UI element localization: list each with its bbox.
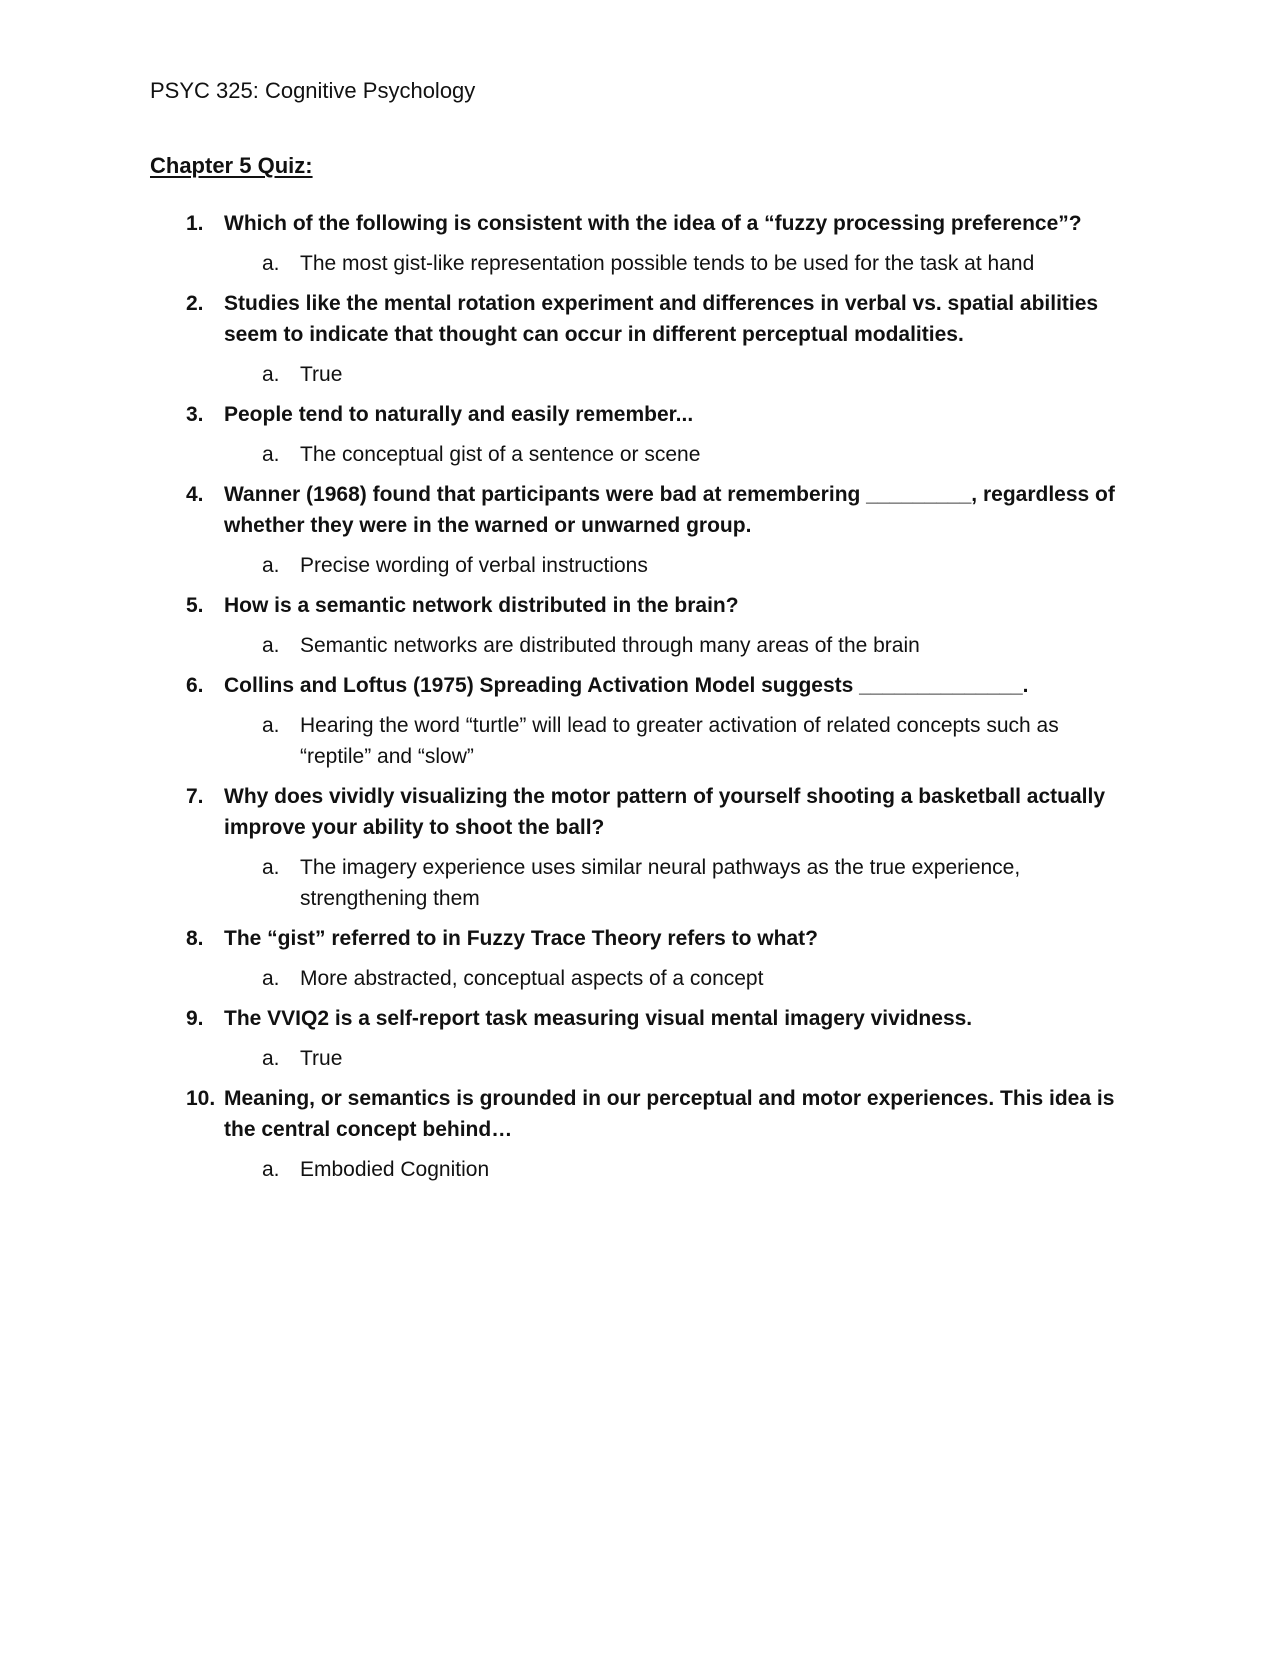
answer-text: The conceptual gist of a sentence or scene [300,443,701,466]
answer-letter: a. [262,252,280,275]
question-number: 10. [186,1087,216,1110]
answer-text: Semantic networks are distributed through many areas of the brain [300,634,920,657]
answer-item [262,1043,1126,1083]
answer-letter: a. [262,443,280,466]
question-text: The “gist” referred to in Fuzzy Trace Theory refers to what? [224,927,818,950]
question-number: 3. [186,403,204,426]
question-text: How is a semantic network distributed in the brain? [224,594,739,617]
answer-text: True [300,1047,343,1070]
answer-letter: a. [262,967,280,990]
question-item [186,479,1126,590]
answer-letter: a. [262,634,280,657]
question-number: 7. [186,785,204,808]
question-item [186,590,1126,670]
answer-text: True [300,363,343,386]
question-item [186,923,1126,1003]
quiz-title: Chapter 5 Quiz: [150,153,313,178]
answer-item [262,852,1126,923]
answer-item [262,248,1126,288]
answer-letter: a. [262,714,280,737]
question-text: People tend to naturally and easily remember... [224,403,694,426]
question-text: Collins and Loftus (1975) Spreading Activation Model suggests ______________. [224,674,1029,697]
question-number: 1. [186,212,204,235]
answer-text: The imagery experience uses similar neural pathways as the true experience, strengthening them [300,856,1021,910]
answer-item [262,710,1126,781]
answer-letter: a. [262,1047,280,1070]
question-item [186,399,1126,479]
question-text: Meaning, or semantics is grounded in our perceptual and motor experiences. This idea is the central concept behind… [224,1087,1121,1141]
question-number: 5. [186,594,204,617]
answer-text: More abstracted, conceptual aspects of a concept [300,967,764,990]
answer-text: Precise wording of verbal instructions [300,554,648,577]
question-item [186,288,1126,399]
question-number: 4. [186,483,204,506]
answer-item [262,359,1126,399]
answer-item [262,630,1126,670]
question-number: 8. [186,927,204,950]
question-item [186,1003,1126,1083]
answer-item [262,439,1126,479]
question-text: Which of the following is consistent with the idea of a “fuzzy processing preference”? [224,212,1082,235]
answer-item [262,1154,1126,1194]
course-header: PSYC 325: Cognitive Psychology [150,78,476,103]
answer-letter: a. [262,856,280,879]
answer-text: Embodied Cognition [300,1158,490,1181]
answer-text: Hearing the word “turtle” will lead to greater activation of related concepts such as “reptile” and “slow” [300,714,1059,768]
answer-letter: a. [262,363,280,386]
answer-letter: a. [262,554,280,577]
question-item [186,781,1126,923]
answer-text: The most gist-like representation possible tends to be used for the task at hand [300,252,1035,275]
question-number: 6. [186,674,204,697]
answer-item [262,963,1126,1003]
question-number: 9. [186,1007,204,1030]
question-number: 2. [186,292,204,315]
answer-letter: a. [262,1158,280,1181]
question-list [186,208,1126,1194]
question-text: The VVIQ2 is a self-report task measuring visual mental imagery vividness. [224,1007,973,1030]
answer-item [262,550,1126,590]
question-text: Why does vividly visualizing the motor pattern of yourself shooting a basketball actually improve your ability to shoot the ball? [224,785,1111,839]
question-item [186,670,1126,781]
question-item [186,1083,1126,1194]
question-item [186,208,1126,288]
question-text: Studies like the mental rotation experiment and differences in verbal vs. spatial abilities seem to indicate that thought can occur in different perceptual modalities. [224,292,1104,346]
question-text: Wanner (1968) found that participants were bad at remembering _________, regardless of whether they were in the warned or unwarned group. [224,483,1121,537]
